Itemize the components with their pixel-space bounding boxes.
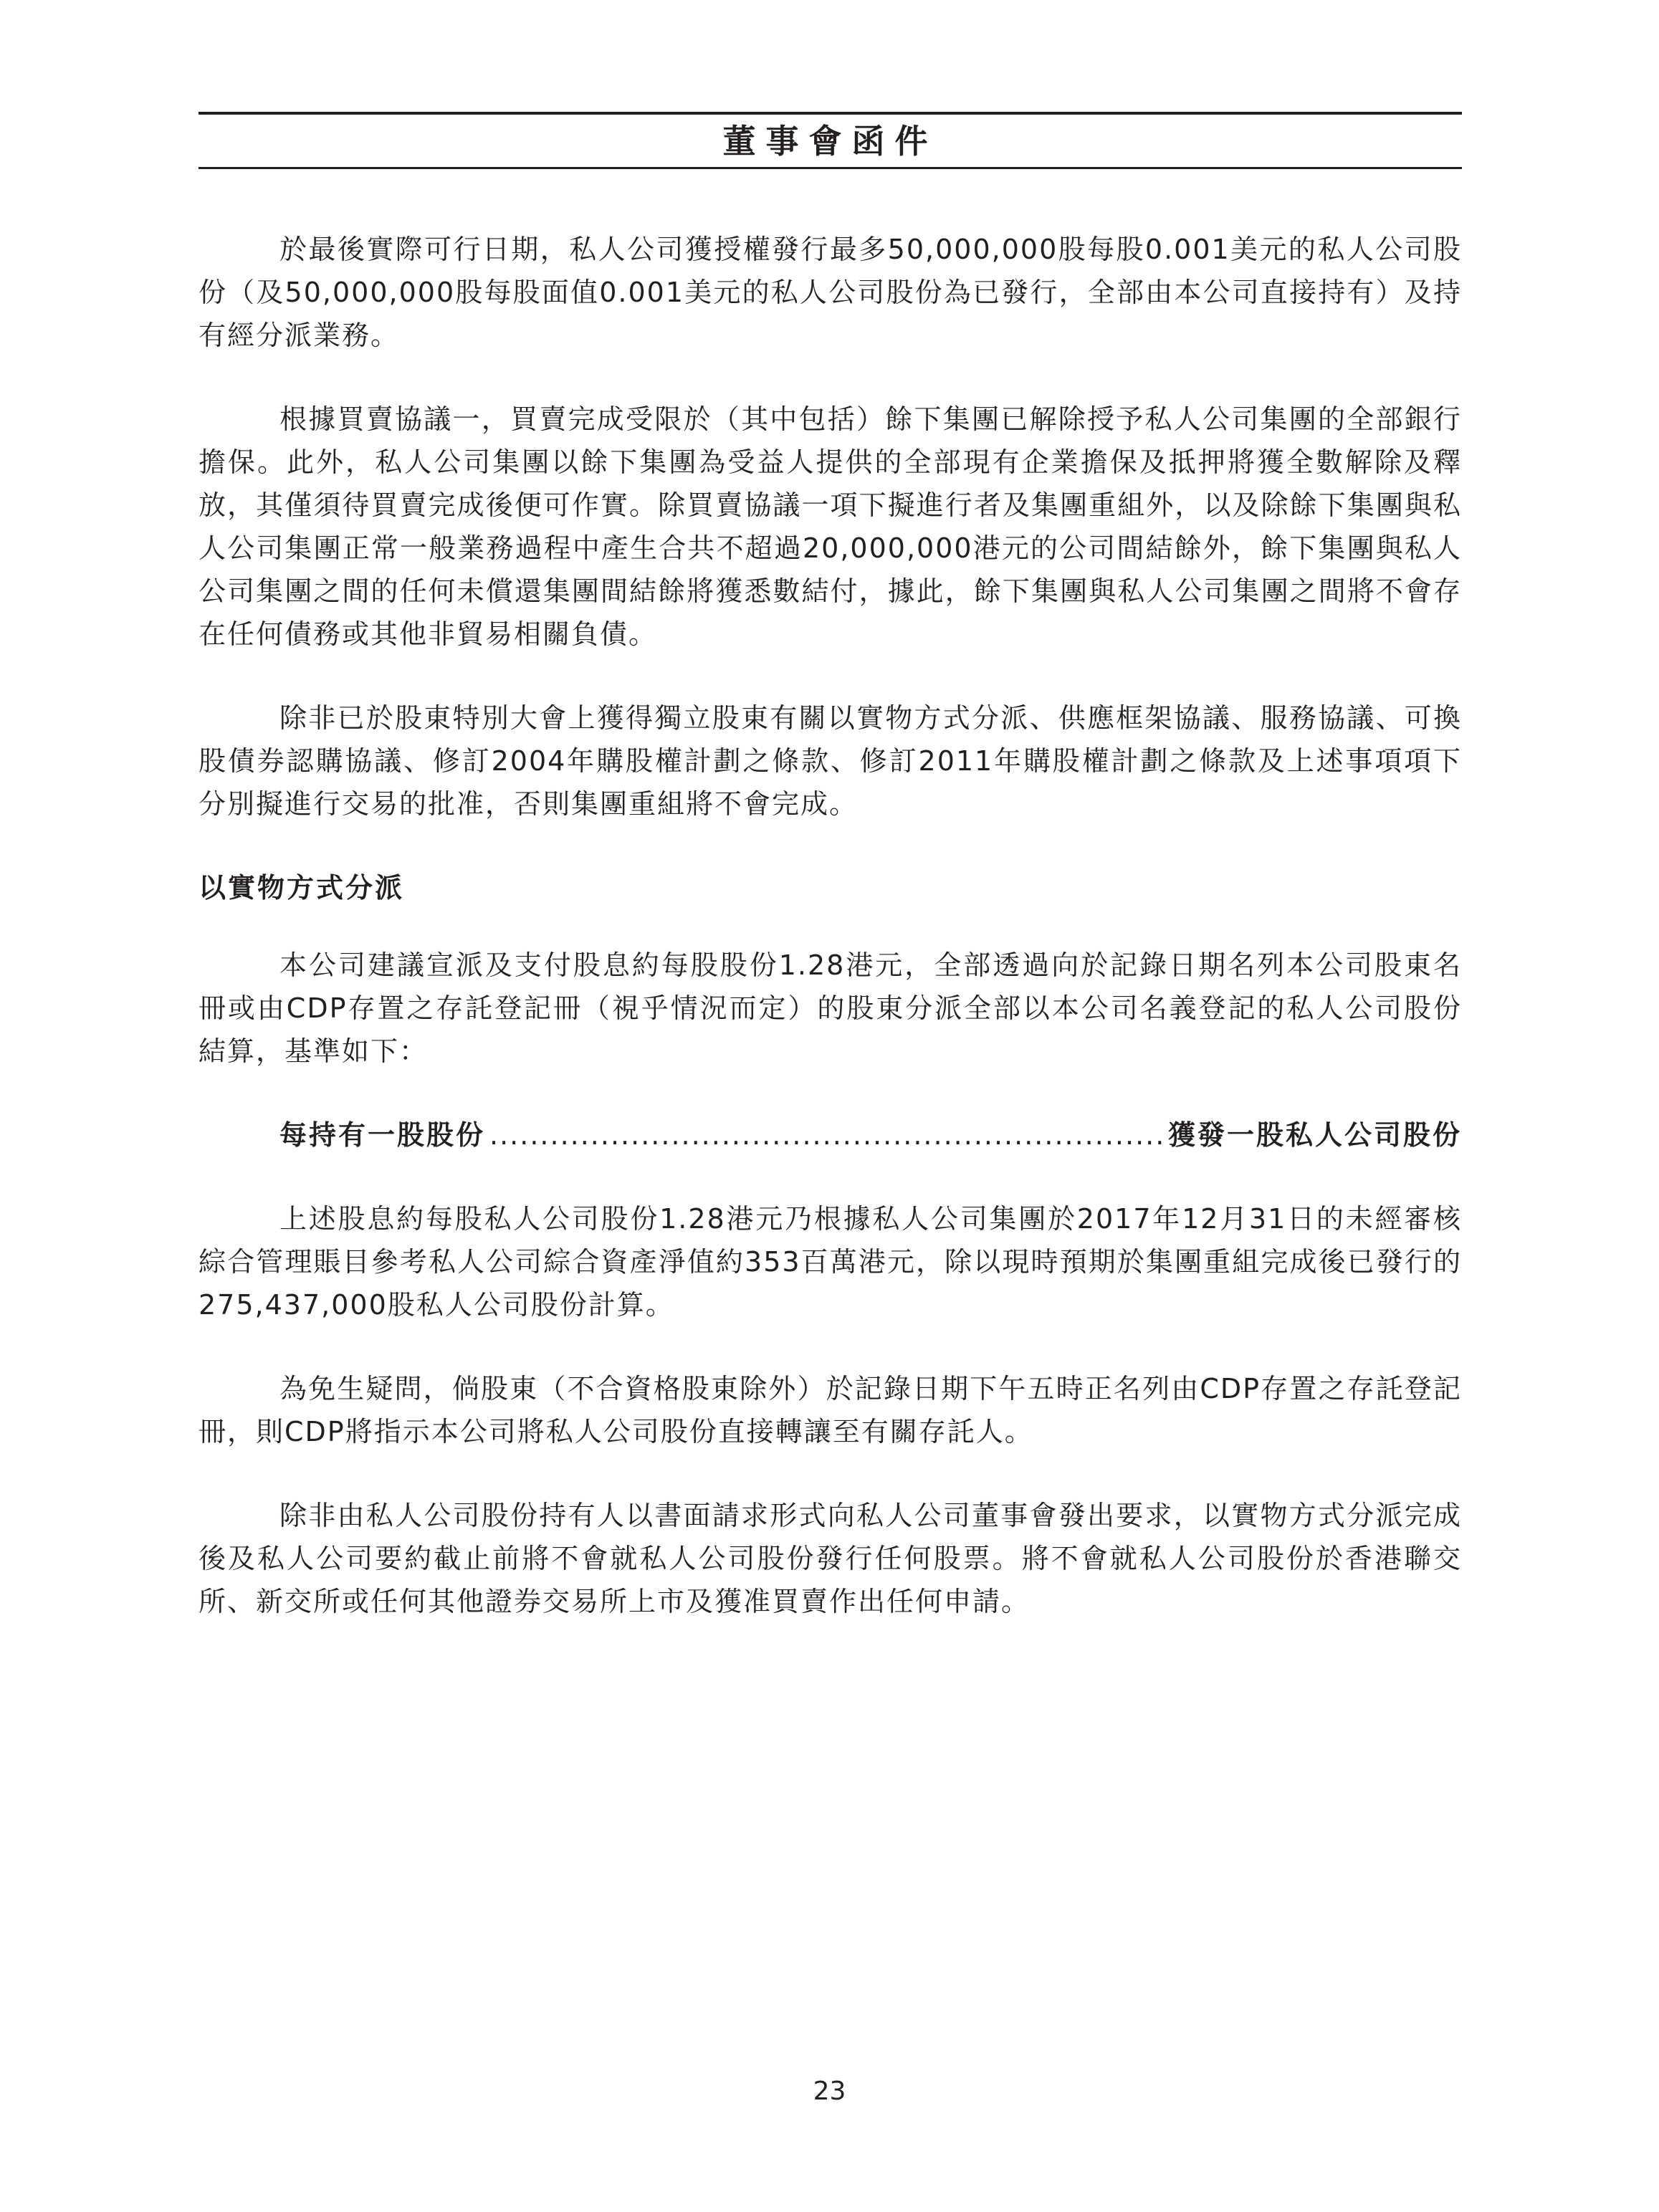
paragraph-private-company-shares: 於最後實際可行日期，私人公司獲授權發行最多50,000,000股每股0.001美元的私人公司股份（及50,000,000股每股面值0.001美元的私人公司股份為已發行，全部由本公司直接持有）及持有經分派業務。: [199, 234, 1462, 351]
paragraph-share-certificates: 除非由私人公司股份持有人以書面請求形式向私人公司董事會發出要求，以實物方式分派完成後及私人公司要約截止前將不會就私人公司股份發行任何股票。將不會就私人公司股份於香港聯交所、新交所或任何其他證券交易所上市及獲准買賣作出任何申請。: [199, 1500, 1462, 1617]
header-bottom-rule: [199, 167, 1462, 169]
distribution-basis-row: [279, 1114, 1462, 1157]
paragraph-sale-completion-conditions: 根據買賣協議一，買賣完成受限於（其中包括）餘下集團已解除授予私人公司集團的全部銀行擔保。此外，私人公司集團以餘下集團為受益人提供的全部現有企業擔保及抵押將獲全數解除及釋放，其僅須待買賣完成後便可作實。除買賣協議一項下擬進行者及集團重組外，以及除餘下集團與私人公司集團正常一般業務過程中產生合共不超過20,000,000港元的公司間結餘外，餘下集團與私人公司集團之間的任何未償還集團間結餘將獲悉數結付，據此，餘下集團與私人公司集團之間將不會存在任何債務或其他非貿易相關負債。: [199, 403, 1462, 650]
basis-right-label: 獲發一股私人公司股份: [1167, 1119, 1462, 1151]
paragraph-cdp-transfer: 為免生疑問，倘股東（不合資格股東除外）於記錄日期下午五時正名列由CDP存置之存託登記冊，則CDP將指示本公司將私人公司股份直接轉讓至有關存託人。: [199, 1373, 1462, 1447]
letter-body: [199, 228, 1462, 1623]
header-top-rule: [199, 112, 1462, 115]
section-heading-distribution-in-specie: 以實物方式分派: [199, 872, 405, 904]
paragraph-dividend-calculation: 上述股息約每股私人公司股份1.28港元乃根據私人公司集團於2017年12月31日的未經審核綜合管理賬目參考私人公司綜合資產淨值約353百萬港元，除以現時預期於集團重組完成後已發行的275,437,000股私人公司股份計算。: [199, 1203, 1462, 1321]
page-number: 23: [813, 2077, 846, 2106]
paragraph-group-reorganisation-approval: 除非已於股東特別大會上獲得獨立股東有關以實物方式分派、供應框架協議、服務協議、可換股債券認購協議、修訂2004年購股權計劃之條款、修訂2011年購股權計劃之條款及上述事項項下分別擬進行交易的批准，否則集團重組將不會完成。: [199, 702, 1462, 820]
page-title: 董事會函件: [722, 122, 938, 161]
leader-dots: [489, 1114, 1164, 1157]
paragraph-dividend-declaration: 本公司建議宣派及支付股息約每股股份1.28港元，全部透過向於記錄日期名列本公司股東名冊或由CDP存置之存託登記冊（視乎情況而定）的股東分派全部以本公司名義登記的私人公司股份結算，基準如下：: [199, 949, 1462, 1067]
basis-left-label: 每持有一股股份: [279, 1119, 486, 1151]
